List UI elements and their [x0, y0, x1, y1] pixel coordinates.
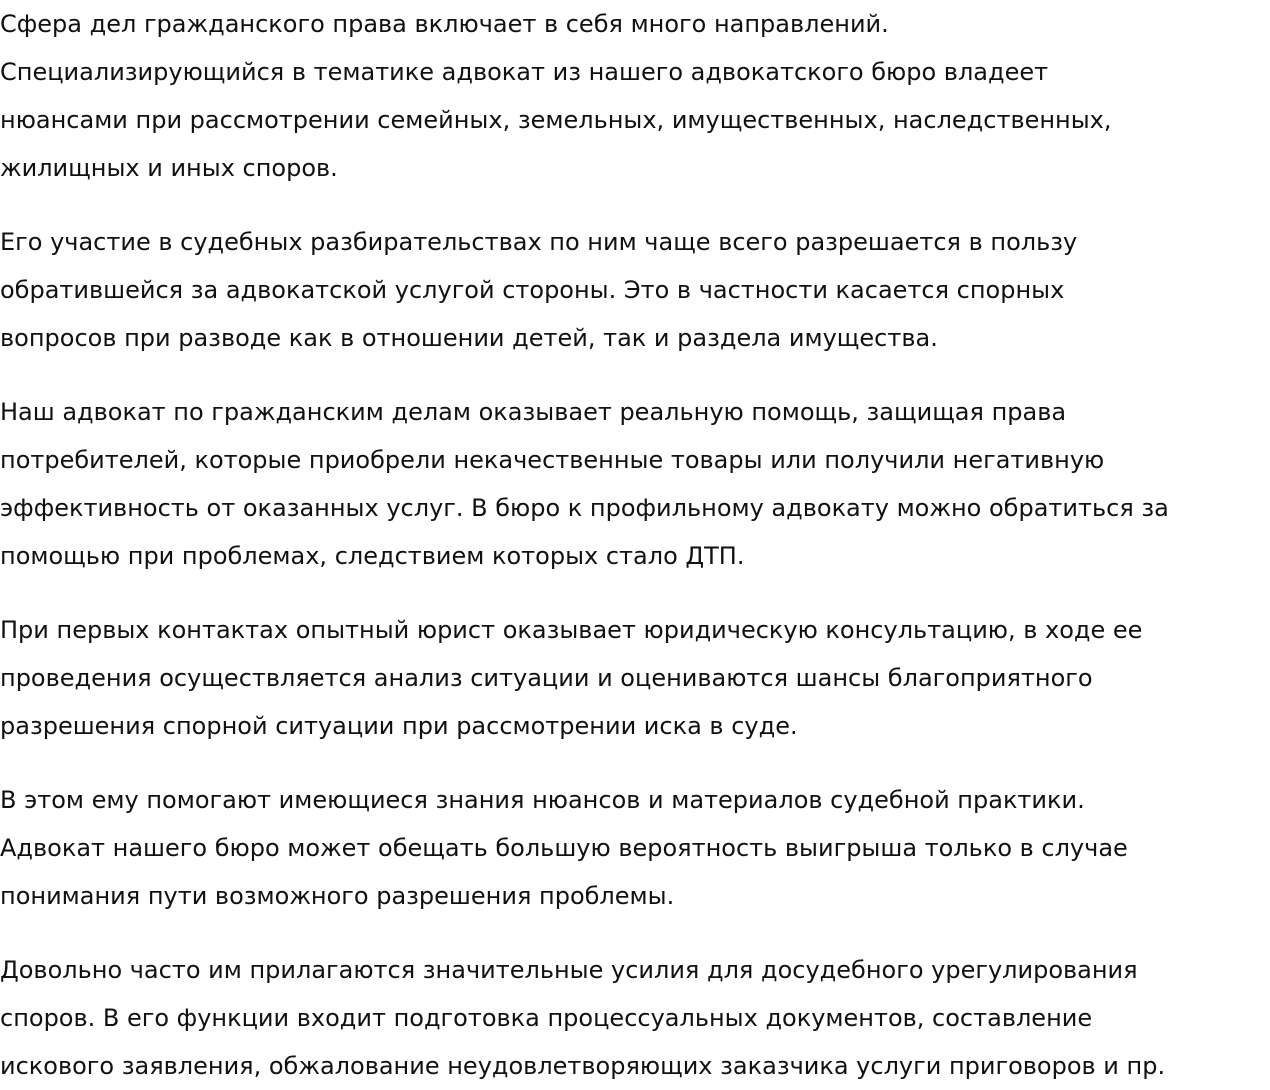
paragraph-line: эффективность от оказанных услуг. В бюро к профильному адвокату можно обратиться за — [0, 494, 1169, 522]
paragraph-line: потребителей, которые приобрели некачественные товары или получили негативную — [0, 446, 1105, 474]
paragraph-2 — [0, 218, 1270, 362]
paragraph-line: Наш адвокат по гражданским делам оказывает реальную помощь, защищая права — [0, 398, 1067, 426]
paragraph-line: помощью при проблемах, следствием которых стало ДТП. — [0, 542, 745, 570]
paragraph-line: нюансами при рассмотрении семейных, земельных, имущественных, наследственных, — [0, 106, 1112, 134]
paragraph-line: споров. В его функции входит подготовка процессуальных документов, составление — [0, 1004, 1093, 1032]
paragraph-line: разрешения спорной ситуации при рассмотрении иска в суде. — [0, 712, 798, 740]
paragraph-1 — [0, 0, 1270, 192]
paragraph-6 — [0, 946, 1270, 1090]
paragraph-3 — [0, 388, 1270, 580]
paragraph-line: искового заявления, обжалование неудовлетворяющих заказчика услуги приговоров и пр. — [0, 1052, 1166, 1080]
paragraph-4 — [0, 606, 1270, 750]
paragraph-line: Адвокат нашего бюро может обещать большую вероятность выигрыша только в случае — [0, 834, 1128, 862]
paragraph-5 — [0, 776, 1270, 920]
paragraph-line: При первых контактах опытный юрист оказывает юридическую консультацию, в ходе ее — [0, 616, 1143, 644]
paragraph-line: жилищных и иных споров. — [0, 154, 338, 182]
paragraph-line: понимания пути возможного разрешения проблемы. — [0, 882, 675, 910]
paragraph-line: вопросов при разводе как в отношении детей, так и раздела имущества. — [0, 324, 938, 352]
paragraph-line: Сфера дел гражданского права включает в себя много направлений. — [0, 10, 889, 38]
paragraph-line: В этом ему помогают имеющиеся знания нюансов и материалов судебной практики. — [0, 786, 1085, 814]
paragraph-line: проведения осуществляется анализ ситуации и оцениваются шансы благоприятного — [0, 664, 1093, 692]
paragraph-line: Его участие в судебных разбирательствах по ним чаще всего разрешается в пользу — [0, 228, 1078, 256]
paragraph-line: обратившейся за адвокатской услугой стороны. Это в частности касается спорных — [0, 276, 1065, 304]
paragraph-line: Специализирующийся в тематике адвокат из нашего адвокатского бюро владеет — [0, 58, 1049, 86]
paragraph-line: Довольно часто им прилагаются значительные усилия для досудебного урегулирования — [0, 956, 1138, 984]
